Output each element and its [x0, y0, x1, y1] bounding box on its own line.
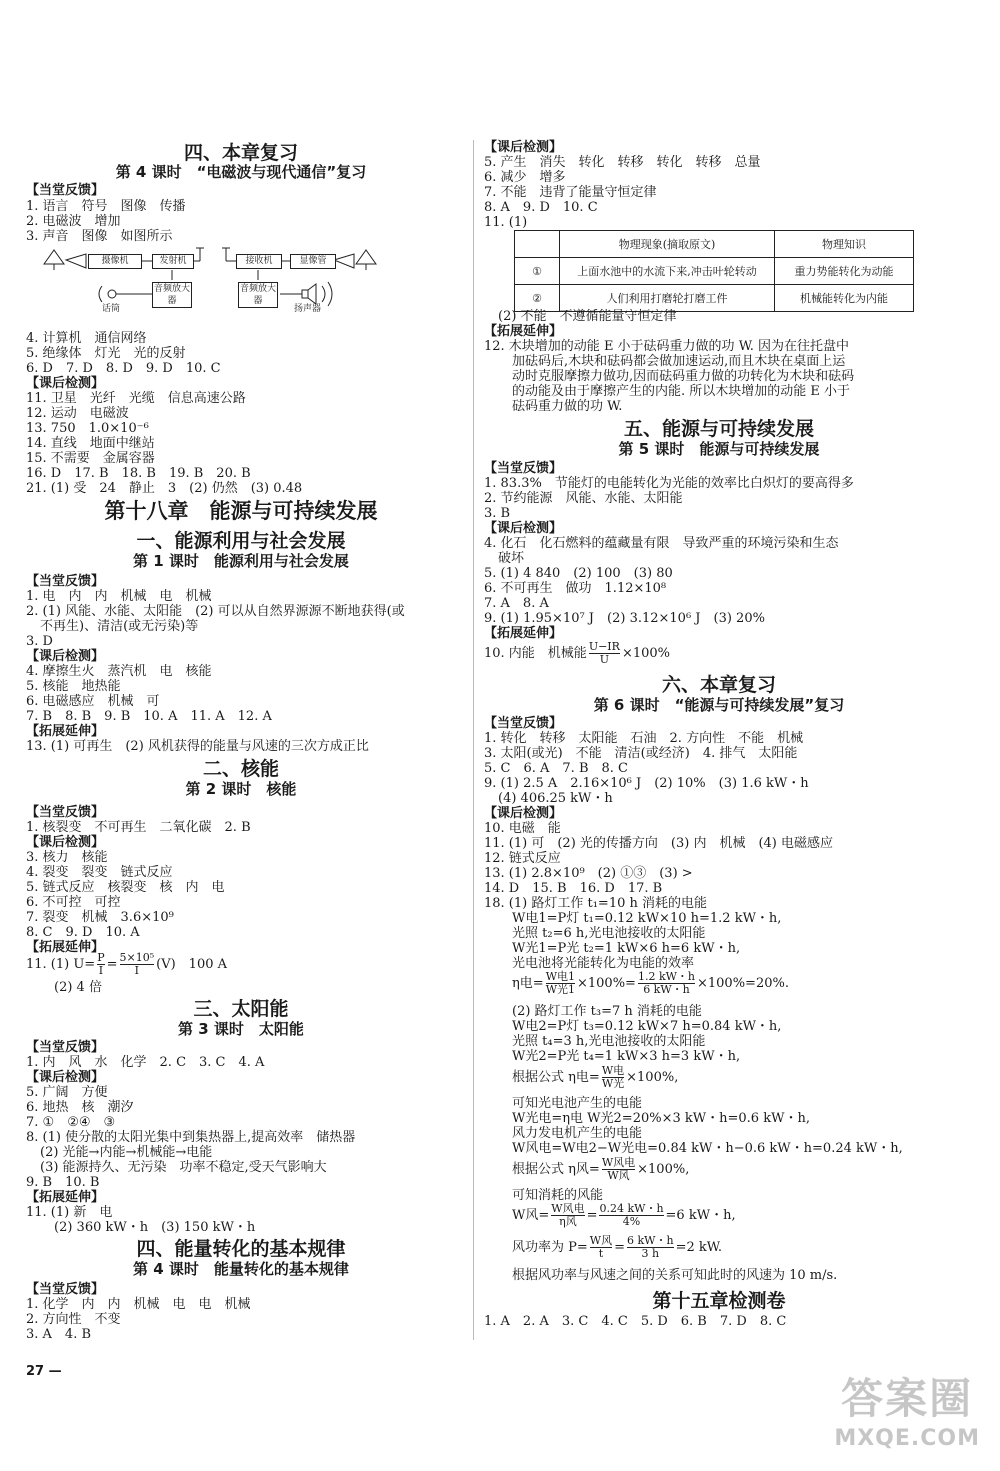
answer-line: 16. D 17. B 18. B 19. B 20. B — [26, 466, 251, 481]
answer-line: (2) 4 倍 — [54, 980, 102, 995]
section-in-class: 【当堂反馈】 — [26, 805, 105, 820]
fraction — [120, 952, 155, 977]
answer-line: 3. 核力 核能 — [26, 850, 108, 865]
answer-line: 3. D — [26, 634, 53, 649]
section-in-class: 【当堂反馈】 — [484, 716, 563, 731]
answer-line: (2) 不能 不遵循能量守恒定律 — [498, 309, 677, 324]
answer-line: 15. 不需要 金属容器 — [26, 451, 155, 466]
fraction-denominator: I — [98, 964, 104, 977]
answer-line: 6. D 7. D 8. D 9. D 10. C — [26, 361, 221, 376]
section-extension: 【拓展延伸】 — [26, 940, 105, 955]
heading-lesson-6: 第 6 课时 “能源与可持续发展”复习 — [593, 696, 845, 714]
answer-line: 加砝码后,木块和砝码都会做加速运动,而且木块在桌面上运 — [512, 354, 846, 369]
fraction — [590, 1235, 612, 1260]
fraction-denominator: I — [134, 964, 139, 977]
answer-line: 6. 不可控 可控 — [26, 895, 121, 910]
formula-text: =2 kW. — [675, 1240, 722, 1255]
answer-line: 9. (1) 2.5 A 2.16×10⁶ J (2) 10% (3) 1.6 kW・h — [484, 776, 809, 791]
answer-line: 11. (1) 新 电 — [26, 1205, 113, 1220]
answer-line: 2. 方向性 不变 — [26, 1312, 121, 1327]
answer-line: 7. B 8. B 9. B 10. A 11. A 12. A — [26, 709, 272, 724]
section-after-class: 【课后检测】 — [484, 806, 563, 821]
heading-lesson-5: 第 5 课时 能源与可持续发展 — [618, 440, 820, 458]
answer-line: 光照 t₂=6 h,光电池接收的太阳能 — [512, 926, 706, 941]
heading-test-15: 第十五章检测卷 — [652, 1290, 786, 1312]
answer-line: 9. B 10. B — [26, 1175, 100, 1190]
answer-line: 3. A 4. B — [26, 1327, 92, 1342]
section-in-class: 【当堂反馈】 — [26, 574, 105, 589]
answer-line: 砝码重力做的功 W. — [512, 399, 623, 414]
formula-line — [512, 1064, 678, 1092]
section-extension: 【拓展延伸】 — [484, 324, 563, 339]
heading-section-6: 六、本章复习 — [661, 674, 776, 696]
table-header-row — [515, 231, 914, 258]
formula-line: 11. (1) U= $\frac{P}{I}$ = $\frac{\text{5×10⁵}}{I}$ (V) 100 A — [26, 951, 228, 977]
answer-line: 光照 t₄=3 h,光电池接收的太阳能 — [512, 1034, 706, 1049]
heading-lesson4: 第 4 课时 “电磁波与现代通信”复习 — [115, 163, 367, 181]
section-after-class: 【课后检测】 — [26, 1070, 105, 1085]
formula-text: 11. (1) U= — [26, 957, 96, 972]
section-after-class: 【课后检测】 — [484, 521, 563, 536]
answer-line: 风力发电机产生的电能 — [512, 1126, 643, 1141]
answer-line: 9. (1) 1.95×10⁷ J (2) 3.12×10⁶ J (3) 20% — [484, 611, 765, 626]
fraction — [599, 1203, 663, 1228]
formula-text: (V) 100 A — [156, 957, 228, 972]
answer-line: 11. (1) — [484, 215, 528, 230]
fraction-numerator: W电1 — [545, 970, 575, 983]
answer-line: 5. 核能 地热能 — [26, 679, 121, 694]
answer-line: 1. A 2. A 3. C 4. C 5. D 6. B 7. D 8. C — [484, 1314, 787, 1329]
heading-lesson-3: 第 3 课时 太阳能 — [178, 1020, 304, 1038]
answer-line: 6. 电磁感应 机械 可 — [26, 694, 160, 709]
fraction-denominator: η风 — [559, 1215, 577, 1228]
fraction — [602, 1157, 635, 1182]
answer-line: 7. A 8. A — [484, 596, 549, 611]
answer-line: W风电=W电2−W光电=0.84 kW・h−0.6 kW・h=0.24 kW・h, — [512, 1141, 903, 1156]
answer-line: 1. 电 内 内 机械 电 机械 — [26, 589, 212, 604]
formula-text: = — [614, 1240, 625, 1255]
answer-line: 4. 裂变 裂变 链式反应 — [26, 865, 173, 880]
section-after-class: 【课后检测】 — [26, 376, 105, 391]
answer-line: 2. 节约能源 风能、水能、太阳能 — [484, 491, 683, 506]
answer-line: 12. 运动 电磁波 — [26, 406, 129, 421]
answer-line: 7. 裂变 机械 3.6×10⁹ — [26, 910, 174, 925]
formula-text: 根据公式 η风= — [512, 1162, 600, 1177]
formula-text: = — [586, 1208, 598, 1223]
formula-text: =6 kW・h, — [665, 1208, 736, 1223]
fraction-denominator: W光1 — [545, 983, 575, 996]
answer-line: 的动能及由于摩擦产生的内能. 所以木块增加的动能 E 小于 — [512, 384, 851, 399]
column-divider — [473, 140, 474, 1340]
answer-line: 13. 750 1.0×10⁻⁶ — [26, 421, 149, 436]
answer-line: 1. 83.3% 节能灯的电能转化为光能的效率比白炽灯的要高得多 — [484, 476, 854, 491]
heading-lesson-1: 第 1 课时 能源利用与社会发展 — [133, 552, 349, 570]
formula-line — [512, 1202, 736, 1230]
answer-line: 1. 语言 符号 图像 传播 — [26, 199, 186, 214]
table-cell: 上面水池中的水流下来,冲击叶轮转动 — [560, 258, 775, 285]
answer-line: 1. 化学 内 内 机械 电 电 机械 — [26, 1297, 251, 1312]
answer-line: 14. 直线 地面中继站 — [26, 436, 155, 451]
section-extension: 【拓展延伸】 — [26, 724, 105, 739]
answer-line: W光电=η电 W光2=20%×3 kW・h=0.6 kW・h, — [512, 1111, 810, 1126]
fraction-denominator: W光 — [601, 1077, 625, 1090]
fraction-denominator: W风 — [607, 1169, 630, 1182]
answer-line: (2) 光能→内能→机械能→电能 — [40, 1145, 213, 1160]
section-in-class: 【当堂反馈】 — [26, 183, 105, 198]
chapter-18-title: 第十八章 能源与可持续发展 — [104, 499, 378, 523]
fraction-numerator: W风电 — [551, 1202, 585, 1215]
answer-line: 12. 链式反应 — [484, 851, 561, 866]
table-row — [515, 285, 914, 312]
heading-section-5: 五、能源与可持续发展 — [623, 418, 814, 440]
answer-line: 21. (1) 受 24 静止 3 (2) 仍然 (3) 0.48 — [26, 481, 303, 496]
answer-line: 10. 电磁 能 — [484, 821, 561, 836]
answer-line: 5. (1) 4 840 (2) 100 (3) 80 — [484, 566, 673, 581]
answer-line: 5. 链式反应 核裂变 核 内 电 — [26, 880, 225, 895]
answer-line: (3) 能源持久、无污染 功率不稳定,受天气影响大 — [40, 1160, 327, 1175]
answer-line: 3. 太阳(或光) 不能 清洁(或经济) 4. 排气 太阳能 — [484, 746, 798, 761]
fraction-numerator: U−IR — [588, 640, 620, 653]
answer-line: 8. (1) 使分散的太阳光集中到集热器上,提高效率 储热器 — [26, 1130, 356, 1145]
table-cell: ① — [515, 258, 560, 285]
answer-line: 可知光电池产生的电能 — [512, 1096, 643, 1111]
answer-line: 2. (1) 风能、水能、太阳能 (2) 可以从自然界源源不断地获得(或 — [26, 604, 405, 619]
answer-line: 2. 电磁波 增加 — [26, 214, 121, 229]
answer-line: 4. 摩擦生火 蒸汽机 电 核能 — [26, 664, 212, 679]
heading-section-3: 三、太阳能 — [193, 998, 289, 1020]
table-row — [515, 258, 914, 285]
fraction — [627, 1235, 674, 1260]
physics-table — [514, 230, 914, 312]
answer-line: (2) 360 kW・h (3) 150 kW・h — [54, 1220, 256, 1235]
answer-line: 13. (1) 可再生 (2) 风机获得的能量与风速的三次方成正比 — [26, 739, 369, 754]
section-extension: 【拓展延伸】 — [484, 626, 563, 641]
answer-line: 根据风功率与风速之间的关系可知此时的风速为 10 m/s. — [512, 1268, 838, 1283]
communication-diagram — [40, 246, 380, 318]
answer-line: 4. 计算机 通信网络 — [26, 331, 147, 346]
answer-line: 不再生)、清洁(或无污染)等 — [40, 619, 199, 634]
watermark — [834, 1366, 980, 1451]
answer-line: 5. 绝缘体 灯光 光的反射 — [26, 346, 186, 361]
answer-line: 5. 广阔 方便 — [26, 1085, 108, 1100]
answer-line: 1. 内 风 水 化学 2. C 3. C 4. A — [26, 1055, 265, 1070]
answer-line: (4) 406.25 kW・h — [498, 791, 613, 806]
answer-line: 3. B — [484, 506, 511, 521]
table-cell: ② — [515, 285, 560, 312]
answer-line: 光电池将光能转化为电能的效率 — [512, 956, 695, 971]
table-cell: 重力势能转化为动能 — [775, 258, 914, 285]
answer-line: W光2=P光 t₄=1 kW×3 h=3 kW・h, — [512, 1049, 741, 1064]
answer-line: 11. (1) 可 (2) 光的传播方向 (3) 内 机械 (4) 电磁感应 — [484, 836, 833, 851]
fraction-denominator: 3 h — [641, 1247, 660, 1260]
heading-lesson-2: 第 2 课时 核能 — [185, 780, 297, 798]
fraction-numerator: 5×10⁵ — [119, 951, 155, 964]
fraction — [589, 641, 620, 666]
box-audio-amp-2: 音频放大器 — [239, 284, 276, 306]
answer-line: 6. 不可再生 做功 1.12×10⁸ — [484, 581, 667, 596]
answer-line: (2) 路灯工作 t₃=7 h 消耗的电能 — [512, 1004, 702, 1019]
box-display: 显像管 — [290, 254, 336, 269]
answer-line: 8. C 9. D 10. A — [26, 925, 140, 940]
answer-line: W电1=P灯 t₁=0.12 kW×10 h=1.2 kW・h, — [512, 911, 782, 926]
fraction — [546, 971, 575, 996]
formula-text: ×100% — [621, 646, 670, 661]
table-header-cell — [515, 231, 560, 258]
section-in-class: 【当堂反馈】 — [484, 461, 563, 476]
formula-text: 根据公式 η电= — [512, 1070, 600, 1085]
answer-line: 7. ① ②④ ③ — [26, 1115, 116, 1130]
formula-line — [512, 970, 789, 998]
label-speaker: 扬声器 — [294, 304, 322, 314]
answer-line: W电2=P灯 t₃=0.12 kW×7 h=0.84 kW・h, — [512, 1019, 782, 1034]
fraction-denominator: t — [598, 1247, 604, 1260]
table-cell: 人们利用打磨轮打磨工件 — [560, 285, 775, 312]
box-camera: 摄像机 — [88, 254, 142, 269]
fraction-denominator: 6 kW・h — [643, 983, 690, 996]
answer-line: 5. C 6. A 7. B 8. C — [484, 761, 628, 776]
section-extension: 【拓展延伸】 — [26, 1190, 105, 1205]
box-audio-amp-1: 音频放大器 — [153, 284, 190, 306]
fraction — [97, 952, 104, 977]
answer-line: W光1=P光 t₂=1 kW×6 h=6 kW・h, — [512, 941, 741, 956]
fraction-numerator: 0.24 kW・h — [599, 1202, 664, 1215]
table-cell: 机械能转化为内能 — [775, 285, 914, 312]
answer-line: 13. (1) 2.8×10⁹ (2) ①③ (3) > — [484, 866, 693, 881]
fraction-numerator: W电 — [601, 1064, 625, 1077]
section-after-class: 【课后检测】 — [484, 140, 563, 155]
fraction-numerator: P — [97, 951, 105, 964]
answer-line: 14. D 15. B 16. D 17. B — [484, 881, 663, 896]
formula-text: ×100%= — [577, 976, 636, 991]
formula-line — [512, 1156, 689, 1184]
heading-lesson-4b: 第 4 课时 能量转化的基本规律 — [133, 1260, 349, 1278]
heading-section-4: 四、能量转化的基本规律 — [136, 1238, 346, 1260]
answer-line: 6. 减少 增多 — [484, 170, 566, 185]
watermark-domain: MXQE.COM — [834, 1426, 980, 1451]
answer-line: 11. 卫星 光纤 光缆 信息高速公路 — [26, 391, 246, 406]
answer-line: 1. 转化 转移 太阳能 石油 2. 方向性 不能 机械 — [484, 731, 804, 746]
fraction-denominator: 4% — [622, 1215, 641, 1228]
box-receiver: 接收机 — [236, 254, 282, 269]
table-header-cell: 物理现象(摘取原文) — [560, 231, 775, 258]
answer-line: 18. (1) 路灯工作 t₁=10 h 消耗的电能 — [484, 896, 707, 911]
formula-text: ×100%=20%. — [697, 976, 789, 991]
fraction-numerator: 6 kW・h — [627, 1234, 674, 1247]
formula-text: 10. 内能 机械能 — [484, 646, 587, 661]
section-after-class: 【课后检测】 — [26, 835, 105, 850]
formula-text: 风功率为 P= — [512, 1240, 588, 1255]
answer-line: 8. A 9. D 10. C — [484, 200, 598, 215]
fraction — [551, 1203, 584, 1228]
formula-text: W风= — [512, 1208, 550, 1223]
formula-text: ×100%, — [626, 1070, 679, 1085]
section-in-class: 【当堂反馈】 — [26, 1040, 105, 1055]
fraction-denominator: U — [599, 653, 610, 666]
fraction-numerator: W风 — [589, 1234, 613, 1247]
formula-text: ×100%, — [637, 1162, 690, 1177]
answer-line: 动时克服摩擦力做功,因而砝码重力做的功转化为木块和砝码 — [512, 369, 855, 384]
label-mic: 话筒 — [102, 304, 121, 314]
table-header-cell: 物理知识 — [775, 231, 914, 258]
answer-line: 12. 木块增加的动能 E 小于砝码重力做的功 W. 因为在往托盘中 — [484, 339, 850, 354]
answer-line: 可知消耗的风能 — [512, 1188, 604, 1203]
heading-section-1: 一、能源利用与社会发展 — [136, 530, 346, 552]
formula-line — [484, 640, 670, 668]
heading-section-2: 二、核能 — [202, 758, 279, 780]
fraction-numerator: 1.2 kW・h — [637, 970, 695, 983]
answer-line: 6. 地热 核 潮汐 — [26, 1100, 134, 1115]
box-transmitter: 发射机 — [152, 254, 194, 269]
section-after-class: 【课后检测】 — [26, 649, 105, 664]
fraction — [602, 1065, 624, 1090]
page-number: 27 — — [26, 1364, 62, 1379]
formula-line — [512, 1234, 722, 1262]
answer-line: 7. 不能 违背了能量守恒定律 — [484, 185, 657, 200]
answer-line: 5. 产生 消失 转化 转移 转化 转移 总量 — [484, 155, 761, 170]
answer-line: 4. 化石 化石燃料的蕴藏量有限 导致严重的环境污染和生态 — [484, 536, 839, 551]
answer-line: 3. 声音 图像 如图所示 — [26, 229, 173, 244]
section-in-class: 【当堂反馈】 — [26, 1282, 105, 1297]
fraction-numerator: W风电 — [601, 1156, 636, 1169]
watermark-brand: 答案圈 — [841, 1374, 974, 1423]
answer-line: 破坏 — [498, 551, 525, 566]
heading-review4: 四、本章复习 — [183, 142, 298, 164]
answer-line: 1. 核裂变 不可再生 二氧化碳 2. B — [26, 820, 251, 835]
fraction — [638, 971, 695, 996]
formula-text: η电= — [512, 976, 544, 991]
